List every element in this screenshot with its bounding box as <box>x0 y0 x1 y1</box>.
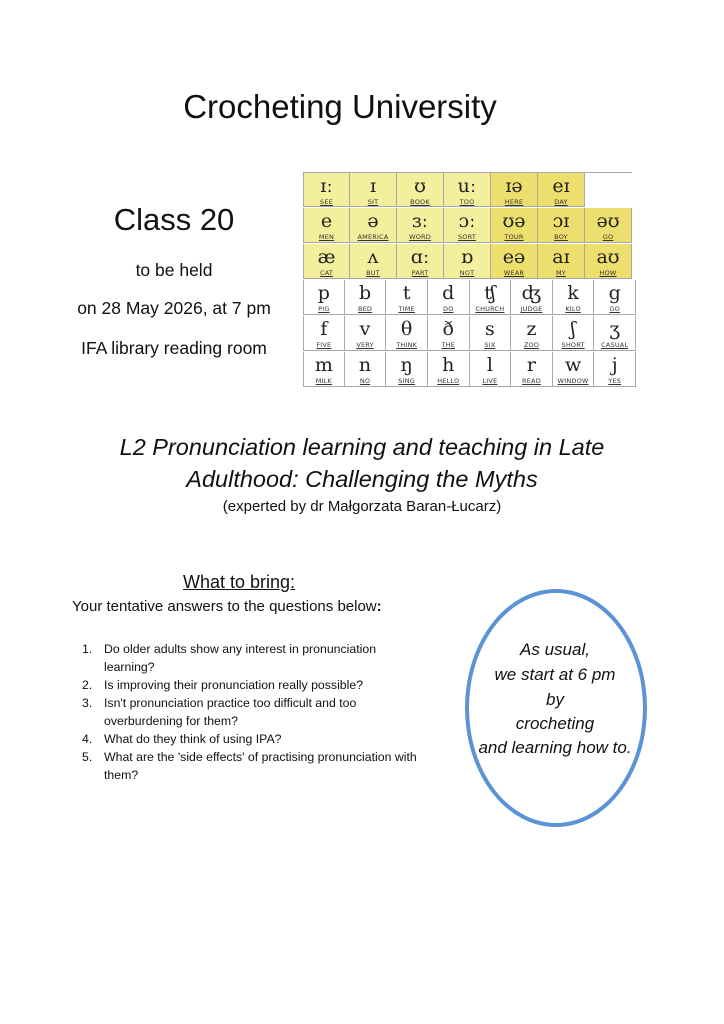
ipa-symbol: e <box>320 210 333 232</box>
ipa-symbol: ŋ <box>400 354 413 376</box>
ipa-cell <box>386 316 428 351</box>
ipa-cell <box>303 208 350 243</box>
ipa-symbol: ə <box>367 210 379 232</box>
ipa-symbol: ʌ <box>367 246 379 268</box>
ipa-symbol: ɪ <box>369 175 377 197</box>
ipa-cell <box>428 352 470 387</box>
ipa-cell <box>585 208 632 243</box>
ipa-symbol: ɑː <box>410 246 430 268</box>
ipa-row <box>303 316 636 352</box>
question-number: 4. <box>82 732 93 746</box>
question-item <box>82 730 422 748</box>
ipa-row <box>303 352 636 388</box>
ipa-cell <box>470 280 512 315</box>
ipa-cell <box>585 244 632 279</box>
ipa-symbol: d <box>442 282 455 304</box>
ipa-example-word: THE <box>441 341 456 349</box>
ipa-cell <box>444 244 491 279</box>
subtitle-colon: : <box>376 598 382 615</box>
ipa-cell <box>594 316 636 351</box>
ipa-cell <box>538 172 585 207</box>
ipa-symbol: ɔɪ <box>552 210 570 232</box>
ipa-cell <box>470 316 512 351</box>
ipa-symbol: f <box>320 318 328 340</box>
ipa-example-word: SIX <box>484 341 496 349</box>
ipa-example-word: SEE <box>320 198 333 206</box>
ipa-example-word: GO <box>602 233 614 241</box>
ipa-example-word: FIVE <box>316 341 332 349</box>
ipa-cell <box>538 244 585 279</box>
ipa-cell <box>386 352 428 387</box>
ipa-cell <box>585 172 632 207</box>
ipa-cell <box>345 352 387 387</box>
ipa-example-word: HERE <box>504 198 524 206</box>
question-text: Isn't pronunciation practice too difficult and too overburdening for them? <box>104 696 357 728</box>
circle-line-3: by <box>546 690 564 709</box>
ipa-symbol: ð <box>442 318 454 340</box>
ipa-example-word: PIG <box>318 305 330 313</box>
question-item <box>82 748 422 784</box>
ipa-example-word: JUDGE <box>520 305 543 313</box>
question-number: 1. <box>82 642 93 656</box>
ipa-cell <box>397 208 444 243</box>
subtitle-text: Your tentative answers to the questions below <box>72 598 377 615</box>
ipa-symbol: eɪ <box>552 175 570 197</box>
ipa-example-word: KILO <box>565 305 581 313</box>
ipa-example-word: BUT <box>366 269 380 277</box>
question-item <box>82 640 422 676</box>
ipa-symbol: ʒ <box>609 318 621 340</box>
ipa-cell <box>303 316 345 351</box>
ipa-example-word: TIME <box>398 305 415 313</box>
ipa-cell <box>470 352 512 387</box>
ipa-example-word: ZOO <box>523 341 540 349</box>
ipa-symbol: w <box>564 354 582 376</box>
ipa-symbol: eə <box>502 246 526 268</box>
ipa-symbol: ɒ <box>460 246 474 268</box>
ipa-symbol: h <box>442 354 455 376</box>
ipa-cell <box>350 172 397 207</box>
ipa-symbol: ɪː <box>320 175 333 197</box>
ipa-cell <box>303 352 345 387</box>
ipa-example-word: BED <box>357 305 373 313</box>
ipa-example-word: CHURCH <box>475 305 505 313</box>
question-text: What are the 'side effects' of practising pronunciation with them? <box>104 750 417 782</box>
ipa-symbol: ʤ <box>521 282 542 304</box>
ipa-example-word: PART <box>411 269 429 277</box>
ipa-symbol: aɪ <box>552 246 570 268</box>
ipa-example-word: MEN <box>318 233 335 241</box>
ipa-example-word: TOO <box>459 198 475 206</box>
ipa-symbol: θ <box>400 318 413 340</box>
question-text: Is improving their pronunciation really possible? <box>104 678 364 692</box>
ipa-example-word: WINDOW <box>557 377 589 385</box>
ipa-example-word: BOOK <box>410 198 430 206</box>
ipa-cell <box>538 208 585 243</box>
ipa-cell <box>594 280 636 315</box>
ipa-symbol: l <box>486 354 493 376</box>
ipa-example-word: SORT <box>457 233 477 241</box>
ipa-row <box>303 244 636 280</box>
ipa-symbol <box>585 173 632 174</box>
question-text: What do they think of using IPA? <box>104 732 282 746</box>
ipa-example-word: DO <box>442 305 454 313</box>
ipa-cell <box>345 316 387 351</box>
ipa-symbol: j <box>611 354 618 376</box>
circle-line-4: crocheting <box>515 714 595 733</box>
ipa-example-word: MY <box>556 269 566 277</box>
ipa-cell <box>491 208 538 243</box>
ipa-example-word: AMERICA <box>357 233 389 241</box>
ipa-cell <box>428 316 470 351</box>
ipa-cell <box>553 316 595 351</box>
ipa-symbol: ʧ <box>484 282 496 304</box>
ipa-symbol: aʊ <box>596 246 620 268</box>
ipa-symbol: b <box>358 282 372 304</box>
ipa-symbol: æ <box>317 246 336 268</box>
ipa-example-word: NOT <box>459 269 475 277</box>
ipa-example-word: CAT <box>319 269 334 277</box>
poster-title: Crocheting University <box>183 88 497 125</box>
ipa-cell <box>491 172 538 207</box>
ipa-symbol: uː <box>457 175 477 197</box>
ipa-row <box>303 280 636 316</box>
ipa-cell <box>397 172 444 207</box>
ipa-cell <box>350 208 397 243</box>
ipa-cell <box>303 172 350 207</box>
ipa-example-word: HELLO <box>437 377 460 385</box>
ipa-example-word: YES <box>608 377 622 385</box>
ipa-symbol: k <box>567 282 579 304</box>
ipa-cell <box>345 280 387 315</box>
class-number: Class 20 <box>113 202 235 237</box>
ipa-cell <box>303 244 350 279</box>
ipa-example-word: BOY <box>554 233 568 241</box>
question-item <box>82 694 422 730</box>
ipa-cell <box>594 352 636 387</box>
ipa-cell <box>491 244 538 279</box>
ipa-symbol: g <box>608 282 621 304</box>
ipa-cell <box>303 280 345 315</box>
question-number: 2. <box>82 678 93 692</box>
ipa-symbol: t <box>402 282 411 304</box>
info-line-location: IFA library reading room <box>81 338 267 358</box>
ipa-example-word: WEAR <box>503 269 525 277</box>
question-item <box>82 676 422 694</box>
ipa-phonemic-chart <box>303 172 636 388</box>
ipa-cell <box>444 208 491 243</box>
ipa-symbol: ɪə <box>505 175 523 197</box>
ipa-symbol: ɜː <box>411 210 429 232</box>
what-to-bring-subtitle <box>72 598 382 615</box>
ipa-symbol: ɔː <box>458 210 476 232</box>
ipa-cell <box>511 280 553 315</box>
question-text: Do older adults show any interest in pronunciation learning? <box>104 642 377 674</box>
ipa-example-word: READ <box>522 377 541 385</box>
ipa-symbol: r <box>526 354 537 376</box>
ipa-symbol: ʊə <box>502 210 526 232</box>
ipa-symbol: ʃ <box>570 318 576 340</box>
circle-line-5: and learning how to. <box>478 738 632 757</box>
ipa-cell <box>386 280 428 315</box>
ipa-symbol: s <box>484 318 495 340</box>
ipa-example-word: SIT <box>367 198 379 206</box>
ipa-example-word: SING <box>398 377 416 385</box>
ipa-row <box>303 172 636 208</box>
what-to-bring-heading: What to bring: <box>183 572 296 592</box>
ipa-example-word: WORD <box>409 233 431 241</box>
ipa-cell <box>428 280 470 315</box>
circle-line-2: we start at 6 pm <box>494 665 616 684</box>
ipa-symbol: ʊ <box>414 175 426 197</box>
ipa-symbol: z <box>526 318 537 340</box>
ipa-example-word: GO <box>609 305 620 313</box>
ipa-example-word: LIVE <box>482 377 498 385</box>
ipa-example-word: VERY <box>356 341 374 349</box>
ipa-symbol: p <box>317 282 330 304</box>
ipa-cell <box>511 352 553 387</box>
ipa-symbol: əʊ <box>596 210 620 232</box>
info-line-held: to be held <box>135 260 213 280</box>
topic-title-line2: Adulthood: Challenging the Myths <box>186 466 538 492</box>
ipa-cell <box>553 280 595 315</box>
ipa-cell <box>397 244 444 279</box>
question-number: 3. <box>82 696 93 710</box>
ipa-example-word: SHORT <box>561 341 585 349</box>
questions-list <box>82 640 422 784</box>
ipa-cell <box>553 352 595 387</box>
ipa-example-word: DAY <box>554 198 568 206</box>
expert-credit: (experted by dr Małgorzata Baran-Łucarz) <box>222 498 502 515</box>
ipa-symbol: m <box>314 354 333 376</box>
ipa-cell <box>511 316 553 351</box>
ipa-example-word: THINK <box>396 341 418 349</box>
ipa-example-word: TOUR <box>504 233 524 241</box>
ipa-example-word: CASUAL <box>601 341 629 349</box>
question-number: 5. <box>82 750 93 764</box>
circle-line-1: As usual, <box>520 640 590 659</box>
ipa-cell <box>444 172 491 207</box>
ipa-example-word: NO <box>359 377 371 385</box>
ipa-example-word: MILK <box>315 377 332 385</box>
ipa-example-word: HOW <box>599 269 617 277</box>
ipa-symbol: v <box>359 318 371 340</box>
ipa-cell <box>350 244 397 279</box>
topic-title-line1: L2 Pronunciation learning and teaching in Late <box>119 434 605 460</box>
info-line-date: on 28 May 2026, at 7 pm <box>77 298 271 318</box>
ipa-row <box>303 208 636 244</box>
ipa-symbol: n <box>358 354 372 376</box>
